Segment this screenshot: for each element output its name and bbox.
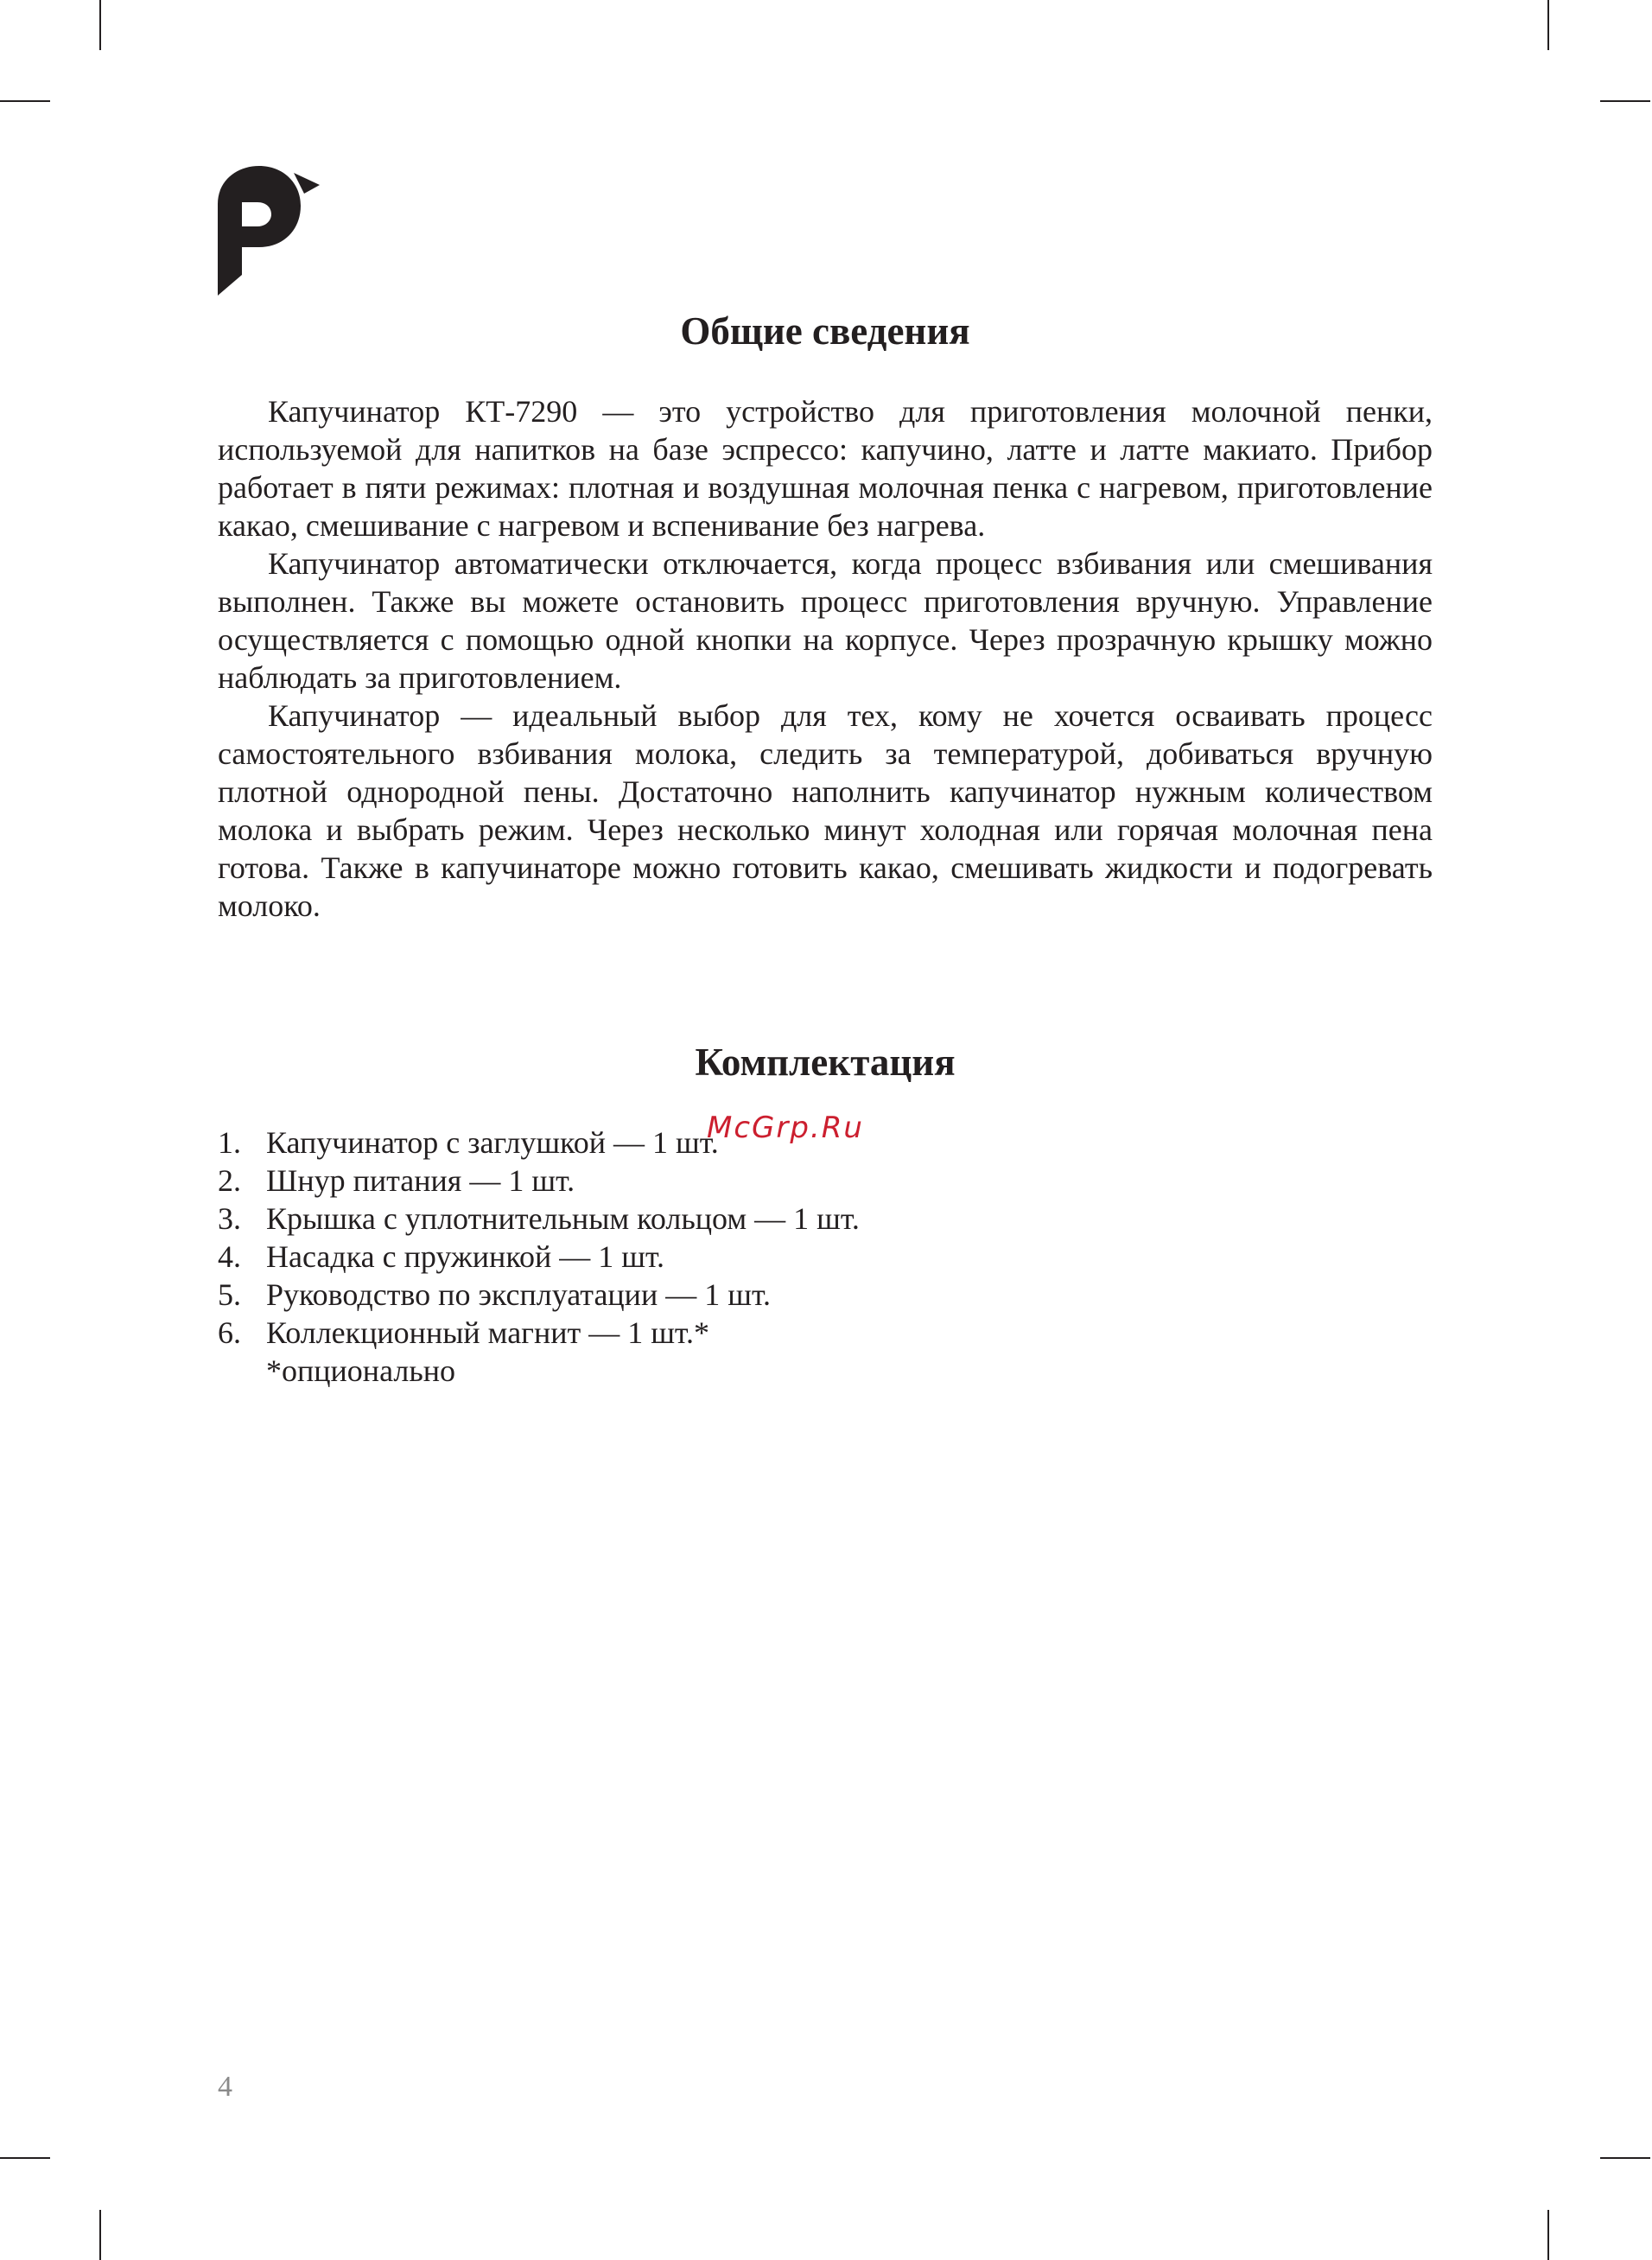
crop-mark-bottom-left-vertical	[99, 2210, 101, 2260]
page-number: 4	[218, 2071, 232, 2103]
crop-mark-top-right-horizontal	[1600, 100, 1650, 102]
kit-item	[218, 1314, 1433, 1352]
kit-item-number: 5.	[218, 1277, 241, 1312]
watermark-link[interactable]: McGrp.Ru	[707, 1111, 864, 1145]
crop-mark-bottom-left-horizontal	[0, 2157, 50, 2159]
general-paragraph-2: Капучинатор автоматически отключается, когда процесс взбивания или смешивания выполнен. Также вы можете остановить процесс приготовления вручную. Управление осуществляется с помощью одной кнопки на корпусе. Через прозрачную крышку можно наблюдать за приготовлением.	[218, 546, 1433, 695]
kit-item-number: 1.	[218, 1125, 241, 1160]
general-paragraph-1: Капучинатор КТ-7290 — это устройство для приготовления молочной пенки, используемой для напитков на базе эспрессо: капучино, латте и латте макиато. Прибор работает в пяти режимах: плотная и воздушная молочная пенка с нагревом, приготовление какао, смешивание с нагревом и вспенивание без нагрева.	[218, 394, 1433, 543]
general-info-section	[218, 304, 1433, 925]
kit-item-text: Капучинатор с заглушкой — 1 шт.	[266, 1125, 719, 1160]
crop-mark-bottom-right-vertical	[1547, 2210, 1549, 2260]
kit-section	[218, 1035, 1433, 1390]
kit-item-text: Насадка с пружинкой — 1 шт.	[266, 1239, 664, 1274]
page-content	[218, 304, 1433, 1390]
kit-optional-note: *опционально	[266, 1353, 456, 1388]
kit-list	[218, 1124, 1433, 1352]
kit-item-text: Руководство по эксплуатации — 1 шт.	[266, 1277, 771, 1312]
kit-item-text: Коллекционный магнит — 1 шт.*	[266, 1315, 709, 1350]
kit-item	[218, 1276, 1433, 1314]
kit-item-number: 6.	[218, 1315, 241, 1350]
brand-p-logo-icon	[218, 166, 320, 296]
kit-title: Комплектация	[695, 1041, 956, 1084]
general-paragraph-3: Капучинатор — идеальный выбор для тех, кому не хочется осваивать процесс самостоятельного взбивания молока, следить за температурой, добиваться вручную плотной однородной пены. Достаточно наполнить капучинатор нужным количеством молока и выбрать режим. Через несколько минут холодная или горячая молочная пена готова. Также в капучинаторе можно готовить какао, смешивать жидкости и подогревать молоко.	[218, 698, 1433, 923]
kit-item-number: 3.	[218, 1201, 241, 1236]
crop-mark-top-left-horizontal	[0, 100, 50, 102]
kit-item	[218, 1200, 1433, 1238]
crop-mark-top-right-vertical	[1547, 0, 1549, 50]
kit-item-number: 4.	[218, 1239, 241, 1274]
general-info-title: Общие сведения	[680, 309, 970, 353]
crop-mark-bottom-right-horizontal	[1600, 2157, 1650, 2159]
kit-item	[218, 1238, 1433, 1276]
kit-item	[218, 1162, 1433, 1200]
crop-mark-top-left-vertical	[99, 0, 101, 50]
kit-item-text: Крышка с уплотнительным кольцом — 1 шт.	[266, 1201, 860, 1236]
kit-item-text: Шнур питания — 1 шт.	[266, 1163, 575, 1198]
kit-item-number: 2.	[218, 1163, 241, 1198]
